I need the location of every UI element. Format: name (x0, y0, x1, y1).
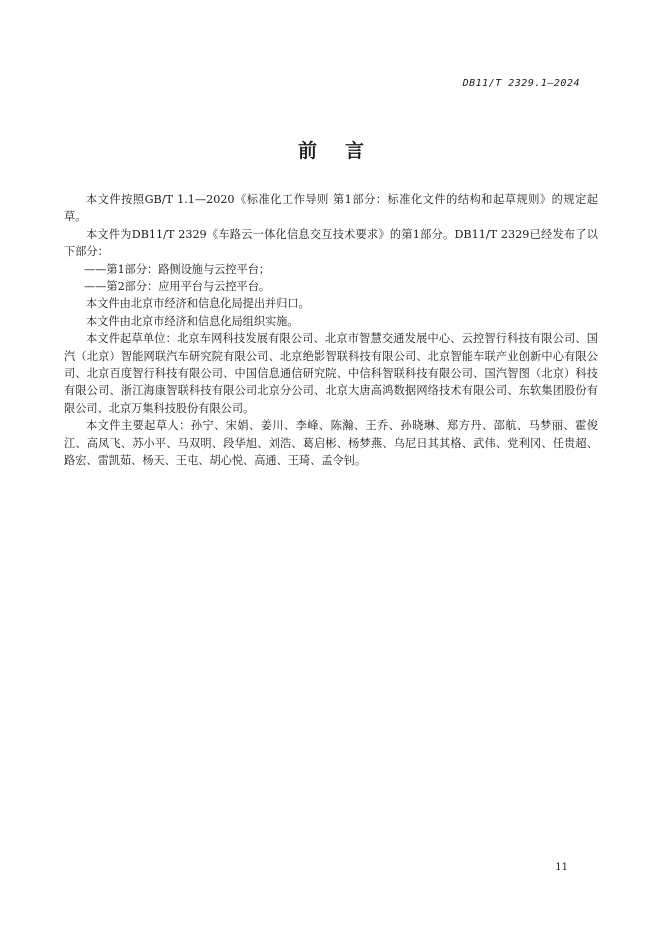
page-title: 前言 (297, 140, 392, 162)
paragraph-series-description: 本文件为DB11/T 2329《车路云一体化信息交互技术要求》的第1部分。DB11/T 2329已经发布了以下部分： (64, 227, 598, 259)
paragraph-drafting-rules: 本文件按照GB/T 1.1—2020《标准化工作导则 第1部分：标准化文件的结构和起草规则》的规定起草。 (64, 193, 598, 224)
paragraph-drafters: 本文件主要起草人：孙宁、宋娟、姜川、李峰、陈瀚、王乔、孙晓琳、郑方丹、邵航、马梦丽、霍俊江、高凤飞、苏小平、马双明、段华旭、刘浩、葛启彬、杨梦燕、乌尼日其其格、武伟、党利冈、任贵超、路宏、雷凯茹、杨天、王屯、胡心悦、高通、王琦、孟令钊。 (64, 419, 598, 468)
standard-code: DB11/T 2329.1—2024 (462, 78, 580, 89)
list-item-part-2: ——第2部分：应用平台与云控平台。 (84, 280, 271, 294)
list-item-part-1: ——第1部分：路侧设施与云控平台； (84, 262, 271, 276)
paragraph-implementer: 本文件由北京市经济和信息化局组织实施。 (86, 314, 299, 328)
foreword-body (64, 191, 598, 470)
page-number: 11 (555, 862, 568, 873)
paragraph-drafting-units: 本文件起草单位：北京车网科技发展有限公司、北京市智慧交通发展中心、云控智行科技有限公司、国汽（北京）智能网联汽车研究院有限公司、北京绝影智联科技有限公司、北京智能车联产业创新中心有限公司、北京百度智行科技有限公司、中国信息通信研究院、中信科智联科技有限公司、国汽智图（北京）科技有限公司、浙江海康智联科技有限公司北京分公司、北京大唐高鸿数据网络技术有限公司、东软集团股份有限公司、北京万集科技股份有限公司。 (64, 332, 598, 415)
paragraph-proposer: 本文件由北京市经济和信息化局提出并归口。 (86, 297, 310, 311)
